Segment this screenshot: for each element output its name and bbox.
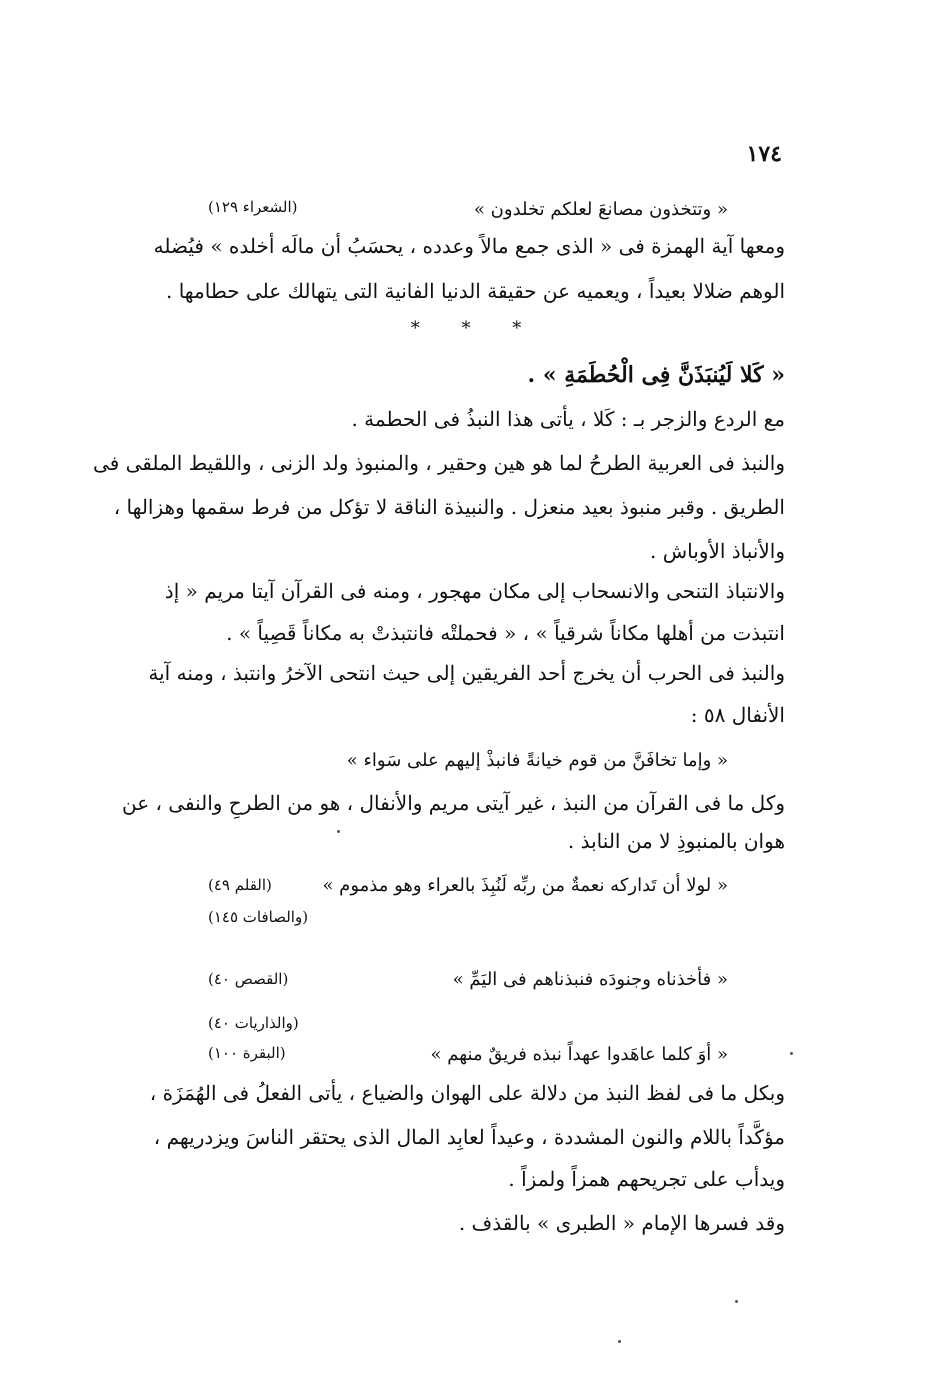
paragraph-line: والأنباذ الأوباش .: [650, 539, 785, 563]
section-separator: * * *: [410, 318, 540, 339]
paragraph-line: وبكل ما فى لفظ النبذ من دلالة على الهوان والضياع ، يأتى الفعلُ فى الهُمَزَة ،: [149, 1081, 785, 1105]
quran-verse-qalam: « لولا أن تَداركه نعمةٌ من ربِّه لَنُبِذَ بالعراء وهو مذموم »: [322, 875, 728, 896]
paragraph-line: ومعها آية الهمزة فى « الذى جمع مالاً وعدده ، يحسَبُ أن مالَه أخلده » فيُضله: [153, 234, 785, 258]
quran-verse-anfal: « وإما تخافَنَّ من قوم خيانةً فانبذْ إليهم على سَواء »: [346, 750, 728, 771]
section-verse-heading: « كَلا لَيُنبَذَنَّ فِى الْحُطَمَةِ » .: [527, 362, 785, 388]
paragraph-line: والنبذ فى العربية الطرحُ لما هو هين وحقير ، والمنبوذ ولد الزنى ، واللقيط الملقى فى: [93, 451, 785, 475]
paragraph-line: هوان بالمنبوذِ لا من النابذ .: [567, 829, 785, 853]
citation-baqara: (البقرة ١٠٠): [208, 1044, 286, 1062]
paragraph-line: الطريق . وقبر منبوذ بعيد منعزل . والنبيذة الناقة لا تؤكل من فرط سقمها وهزالها ،: [113, 495, 785, 519]
scan-speck: [618, 1340, 621, 1343]
paragraph-line: مع الردع والزجر بـ : كَلا ، يأتى هذا النبذُ فى الحطمة .: [351, 407, 785, 431]
page-number: ١٧٤: [746, 141, 782, 167]
quran-verse-baqara: « أوَ كلما عاهَدوا عهداً نبذه فريقٌ منهم »: [430, 1044, 728, 1065]
quran-verse-qasas: « فأخذناه وجنودَه فنبذناهم فى اليَمِّ »: [452, 969, 728, 990]
quran-verse-shuara: « وتتخذون مصانعَ لعلكم تخلدون »: [473, 199, 728, 220]
scan-speck: [735, 1300, 738, 1303]
scan-speck: [337, 830, 340, 833]
paragraph-line: الوهم ضلالا بعيداً ، ويعميه عن حقيقة الدنيا الفانية التى يتهالك على حطامها .: [166, 279, 785, 303]
citation-saffat: (والصافات ١٤٥): [208, 908, 309, 926]
paragraph-line: مؤكَّداً باللام والنون المشددة ، وعيداً لعابِد المال الذى يحتقر الناسَ ويزدريهم ،: [153, 1125, 785, 1149]
citation-qalam: (القلم ٤٩): [208, 876, 272, 894]
paragraph-line: والنبذ فى الحرب أن يخرج أحد الفريقين إلى حيث انتحى الآخرُ وانتبذ ، ومنه آية: [148, 661, 785, 685]
citation-shuara: (الشعراء ١٢٩): [208, 198, 298, 216]
citation-qasas: (القصص ٤٠): [208, 970, 289, 988]
paragraph-line: الأنفال ٥٨ :: [690, 703, 785, 727]
scan-speck: [790, 1052, 793, 1055]
paragraph-line: وقد فسرها الإمام « الطبرى » بالقذف .: [458, 1211, 785, 1235]
paragraph-line: والانتباذ التنحى والانسحاب إلى مكان مهجور ، ومنه فى القرآن آيتا مريم « إذ: [164, 579, 785, 603]
paragraph-line: ويدأب على تجريحهم همزاً ولمزاً .: [508, 1167, 785, 1191]
paragraph-line: انتبذت من أهلها مكاناً شرقياً » ، « فحملتْه فانتبذتْ به مكاناً قَصِياً » .: [226, 621, 785, 645]
paragraph-line: وكل ما فى القرآن من النبذ ، غير آيتى مريم والأنفال ، هو من الطرحِ والنفى ، عن: [121, 791, 785, 815]
citation-dhariyat: (والذاريات ٤٠): [208, 1014, 299, 1032]
